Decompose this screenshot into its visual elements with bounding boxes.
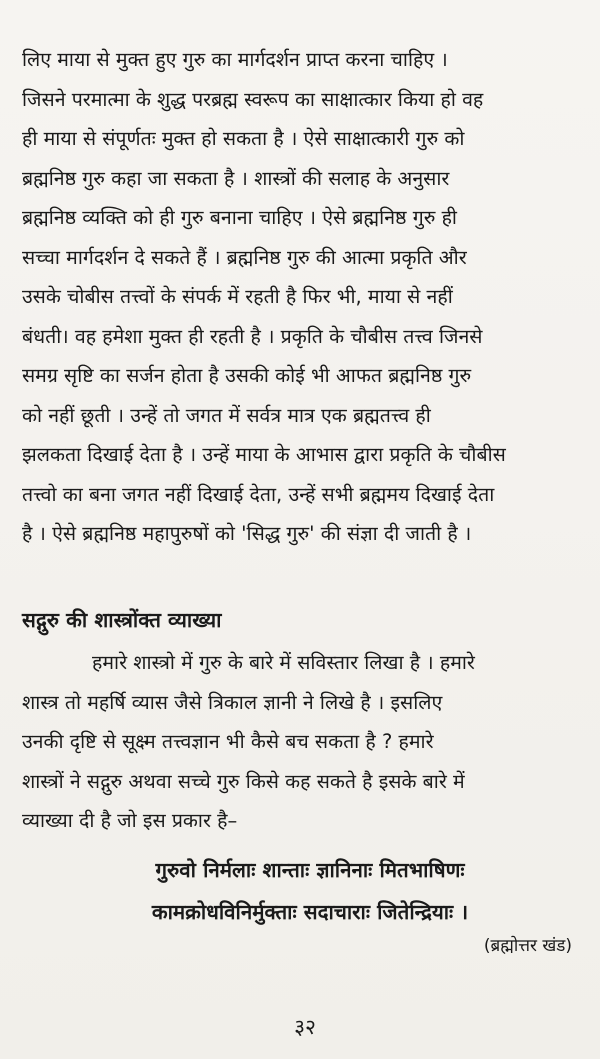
shloka-source: (ब्रह्मोत्तर खंड): [483, 936, 572, 956]
text-line: उनकी दृष्टि से सूक्ष्म तत्त्वज्ञान भी कैसे बच सकता है ? हमारे: [22, 730, 434, 753]
shloka-line-1: गुरुवो निर्मलाः शान्ताः ज्ञानिनाः मितभाषिणः: [155, 858, 465, 882]
shloka-line-2: कामक्रोधविनिर्मुक्ताः सदाचाराः जितेन्द्रियाः ।: [151, 900, 469, 924]
section-heading: सद्गुरु की शास्त्रोंक्त व्याख्या: [22, 608, 222, 632]
text-line: झलकता दिखाई देता है । उन्हें माया के आभास द्वारा प्रकृति के चौबीस: [22, 443, 506, 466]
text-line: व्याख्या दी है जो इस प्रकार है–: [22, 809, 238, 832]
text-line: शास्त्रों ने सद्गुरु अथवा सच्चे गुरु किसे कह सकते है इसके बारे में: [22, 769, 465, 793]
text-line: ब्रह्मनिष्ठ गुरु कहा जा सकता है । शास्त्रों की सलाह के अनुसार: [22, 166, 450, 190]
text-line: ही माया से संपूर्णतः मुक्त हो सकता है । ऐसे साक्षात्कारी गुरु को: [22, 127, 465, 150]
text-line: सच्चा मार्गदर्शन दे सकते हैं । ब्रह्मनिष्ठ गुरु की आत्मा प्रकृति और: [22, 245, 467, 269]
text-line: हमारे शास्त्रो में गुरु के बारे में सविस्तार लिखा है । हमारे: [92, 651, 475, 674]
text-line: ब्रह्मनिष्ठ व्यक्ति को ही गुरु बनाना चाहिए । ऐसे ब्रह्मनिष्ठ गुरु ही: [22, 206, 457, 229]
text-line: जिसने परमात्मा के शुद्ध परब्रह्म स्वरूप का साक्षात्कार किया हो वह: [22, 87, 484, 111]
text-line: शास्त्र तो महर्षि व्यास जैसे त्रिकाल ज्ञानी ने लिखे है । इसलिए: [22, 690, 443, 714]
text-line: तत्त्वो का बना जगत नहीं दिखाई देता, उन्हें सभी ब्रह्ममय दिखाई देता: [22, 482, 495, 506]
text-line: समग्र सृष्टि का सर्जन होता है उसकी कोई भी आफत ब्रह्मनिष्ठ गुरु: [22, 364, 472, 387]
text-line: है । ऐसे ब्रह्मनिष्ठ महापुरुषों को 'सिद्ध गुरु' की संज्ञा दी जाती है ।: [22, 522, 472, 545]
text-line: लिए माया से मुक्त हुए गुरु का मार्गदर्शन प्राप्त करना चाहिए ।: [22, 48, 448, 71]
page-number: ३२: [294, 1015, 316, 1039]
text-line: उसके चोबीस तत्त्वों के संपर्क में रहती है फिर भी, माया से नहीं: [22, 285, 453, 308]
body-paragraph-1: [22, 40, 582, 554]
text-line: को नहीं छूती । उन्हें तो जगत में सर्वत्र मात्र एक ब्रह्मतत्त्व ही: [22, 403, 431, 427]
body-paragraph-2: [22, 643, 582, 841]
text-line: बंधती। वह हमेशा मुक्त ही रहती है । प्रकृति के चौबीस तत्त्व जिनसे: [22, 324, 483, 348]
